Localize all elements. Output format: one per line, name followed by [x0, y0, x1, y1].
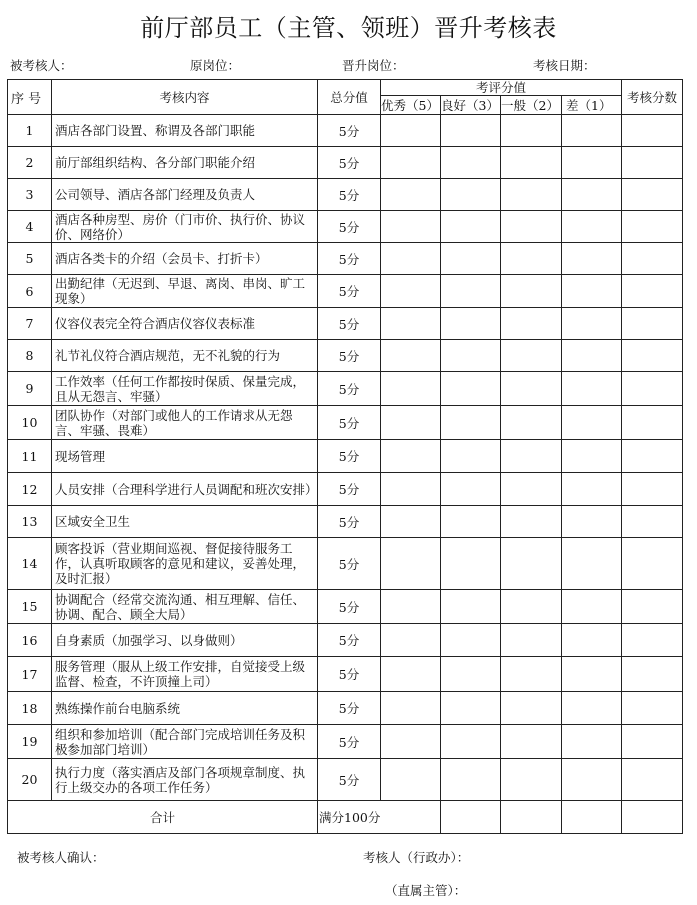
grade-good-cell[interactable]	[441, 179, 501, 211]
grade-excellent-cell[interactable]	[381, 624, 441, 657]
table-row	[8, 725, 683, 759]
row-total: 5分	[318, 179, 381, 211]
assessment-table	[7, 79, 683, 834]
row-number: 9	[8, 372, 52, 406]
score-cell[interactable]	[622, 308, 683, 340]
grade-excellent-cell[interactable]	[381, 340, 441, 372]
grade-excellent-cell[interactable]	[381, 759, 441, 801]
row-number: 5	[8, 243, 52, 275]
row-content: 区域安全卫生	[52, 506, 318, 538]
grade-poor-cell[interactable]	[562, 372, 622, 406]
table-row	[8, 179, 683, 211]
row-content: 酒店各种房型、房价（门市价、执行价、协议价、网络价）	[52, 211, 318, 243]
row-total: 5分	[318, 759, 381, 801]
grade-poor-cell[interactable]	[562, 147, 622, 179]
row-number: 11	[8, 440, 52, 473]
grade-poor-cell[interactable]	[562, 506, 622, 538]
grade-poor-cell[interactable]	[562, 692, 622, 725]
grade-average-cell[interactable]	[501, 473, 562, 506]
table-row	[8, 538, 683, 590]
grade-average-cell[interactable]	[501, 692, 562, 725]
grade-excellent-cell[interactable]	[381, 725, 441, 759]
grade-excellent-cell[interactable]	[381, 590, 441, 624]
row-number: 12	[8, 473, 52, 506]
examinee-confirm-label: 被考核人确认：	[17, 850, 105, 865]
row-number: 4	[8, 211, 52, 243]
examiner-supervisor-label: （直属主管）：	[385, 883, 467, 898]
score-cell[interactable]	[622, 440, 683, 473]
row-number: 15	[8, 590, 52, 624]
total-score-cell[interactable]	[622, 801, 683, 834]
row-total: 5分	[318, 115, 381, 147]
grade-good-cell[interactable]	[441, 147, 501, 179]
grade-good-cell[interactable]	[441, 506, 501, 538]
grade-excellent-cell[interactable]	[381, 406, 441, 440]
promotion-position-label: 晋升岗位：	[342, 58, 405, 73]
row-content: 团队协作（对部门或他人的工作请求从无怨言、牢骚、畏难）	[52, 406, 318, 440]
score-cell[interactable]	[622, 179, 683, 211]
grade-average-cell[interactable]	[501, 759, 562, 801]
grade-good-cell[interactable]	[441, 275, 501, 308]
grade-average-cell[interactable]	[501, 624, 562, 657]
header-grade-average: 一般（2）	[501, 96, 562, 115]
row-number: 16	[8, 624, 52, 657]
table-row	[8, 473, 683, 506]
grade-poor-cell[interactable]	[562, 308, 622, 340]
grade-excellent-cell[interactable]	[381, 308, 441, 340]
row-total: 5分	[318, 243, 381, 275]
row-total: 5分	[318, 275, 381, 308]
header-grade-group: 考评分值	[381, 80, 622, 96]
row-content: 公司领导、酒店各部门经理及负责人	[52, 179, 318, 211]
row-total: 5分	[318, 440, 381, 473]
grade-average-cell[interactable]	[501, 506, 562, 538]
grade-excellent-cell[interactable]	[381, 115, 441, 147]
grade-good-cell[interactable]	[441, 624, 501, 657]
table-row	[8, 243, 683, 275]
row-content: 酒店各部门设置、称谓及各部门职能	[52, 115, 318, 147]
table-row	[8, 275, 683, 308]
score-cell[interactable]	[622, 340, 683, 372]
header-grade-good: 良好（3）	[441, 96, 501, 115]
row-total: 5分	[318, 590, 381, 624]
grade-poor-cell[interactable]	[562, 275, 622, 308]
row-total: 5分	[318, 692, 381, 725]
grade-average-cell[interactable]	[501, 372, 562, 406]
assessment-date-label: 考核日期：	[533, 58, 596, 73]
row-content: 自身素质（加强学习、以身做则）	[52, 624, 318, 657]
grade-average-cell[interactable]	[501, 179, 562, 211]
grade-good-cell[interactable]	[441, 692, 501, 725]
row-total: 5分	[318, 725, 381, 759]
row-number: 14	[8, 538, 52, 590]
score-cell[interactable]	[622, 211, 683, 243]
grade-average-cell[interactable]	[501, 147, 562, 179]
grade-excellent-cell[interactable]	[381, 473, 441, 506]
row-total: 5分	[318, 538, 381, 590]
grade-good-cell[interactable]	[441, 759, 501, 801]
table-row	[8, 115, 683, 147]
header-grade-excellent: 优秀（5）	[381, 96, 441, 115]
row-number: 17	[8, 657, 52, 692]
table-row	[8, 211, 683, 243]
header-grade-poor: 差（1）	[562, 96, 622, 115]
examiner-admin-label: 考核人（行政办）：	[363, 850, 470, 865]
grade-excellent-cell[interactable]	[381, 372, 441, 406]
score-cell[interactable]	[622, 372, 683, 406]
grade-good-cell[interactable]	[441, 211, 501, 243]
row-content: 出勤纪律（无迟到、早退、离岗、串岗、旷工现象）	[52, 275, 318, 308]
row-content: 现场管理	[52, 440, 318, 473]
grade-excellent-cell[interactable]	[381, 179, 441, 211]
row-content: 工作效率（任何工作都按时保质、保量完成，且从无怨言、牢骚）	[52, 372, 318, 406]
total-excellent-cell[interactable]	[381, 801, 441, 834]
header-content: 考核内容	[52, 80, 318, 115]
row-total: 5分	[318, 147, 381, 179]
table-row	[8, 406, 683, 440]
row-number: 18	[8, 692, 52, 725]
grade-poor-cell[interactable]	[562, 657, 622, 692]
score-cell[interactable]	[622, 624, 683, 657]
row-total: 5分	[318, 473, 381, 506]
grade-average-cell[interactable]	[501, 115, 562, 147]
grade-excellent-cell[interactable]	[381, 657, 441, 692]
table-row	[8, 657, 683, 692]
score-cell[interactable]	[622, 243, 683, 275]
grade-average-cell[interactable]	[501, 590, 562, 624]
grade-poor-cell[interactable]	[562, 440, 622, 473]
total-average-cell[interactable]	[501, 801, 562, 834]
row-content: 熟练操作前台电脑系统	[52, 692, 318, 725]
grade-poor-cell[interactable]	[562, 211, 622, 243]
grade-average-cell[interactable]	[501, 406, 562, 440]
row-content: 服务管理（服从上级工作安排，自觉接受上级监督、检查，不许顶撞上司）	[52, 657, 318, 692]
grade-poor-cell[interactable]	[562, 538, 622, 590]
grade-excellent-cell[interactable]	[381, 243, 441, 275]
row-number: 7	[8, 308, 52, 340]
header-total: 总分值	[318, 80, 381, 115]
score-cell[interactable]	[622, 506, 683, 538]
row-total: 5分	[318, 372, 381, 406]
grade-excellent-cell[interactable]	[381, 506, 441, 538]
grade-excellent-cell[interactable]	[381, 275, 441, 308]
row-number: 10	[8, 406, 52, 440]
score-cell[interactable]	[622, 657, 683, 692]
row-total: 5分	[318, 211, 381, 243]
row-content: 礼节礼仪符合酒店规范，无不礼貌的行为	[52, 340, 318, 372]
grade-poor-cell[interactable]	[562, 115, 622, 147]
score-cell[interactable]	[622, 473, 683, 506]
grade-excellent-cell[interactable]	[381, 692, 441, 725]
grade-poor-cell[interactable]	[562, 590, 622, 624]
grade-poor-cell[interactable]	[562, 243, 622, 275]
grade-excellent-cell[interactable]	[381, 211, 441, 243]
grade-good-cell[interactable]	[441, 406, 501, 440]
grade-good-cell[interactable]	[441, 590, 501, 624]
row-content: 执行力度（落实酒店及部门各项规章制度、执行上级交办的各项工作任务）	[52, 759, 318, 801]
grade-good-cell[interactable]	[441, 340, 501, 372]
row-number: 8	[8, 340, 52, 372]
grade-average-cell[interactable]	[501, 440, 562, 473]
row-number: 3	[8, 179, 52, 211]
table-row	[8, 147, 683, 179]
row-content: 仪容仪表完全符合酒店仪容仪表标准	[52, 308, 318, 340]
grade-good-cell[interactable]	[441, 725, 501, 759]
grade-poor-cell[interactable]	[562, 759, 622, 801]
row-content: 前厅部组织结构、各分部门职能介绍	[52, 147, 318, 179]
row-total: 5分	[318, 624, 381, 657]
grade-poor-cell[interactable]	[562, 624, 622, 657]
row-total: 5分	[318, 506, 381, 538]
table-row	[8, 506, 683, 538]
table-row	[8, 340, 683, 372]
grade-excellent-cell[interactable]	[381, 440, 441, 473]
table-row	[8, 692, 683, 725]
total-good-cell[interactable]	[441, 801, 501, 834]
grade-poor-cell[interactable]	[562, 725, 622, 759]
examinee-label: 被考核人：	[10, 58, 73, 73]
score-cell[interactable]	[622, 692, 683, 725]
score-cell[interactable]	[622, 759, 683, 801]
score-cell[interactable]	[622, 275, 683, 308]
score-cell[interactable]	[622, 147, 683, 179]
row-content: 顾客投诉（营业期间巡视、督促接待服务工作，认真听取顾客的意见和建议，妥善处理，及时汇报）	[52, 538, 318, 590]
row-number: 20	[8, 759, 52, 801]
score-cell[interactable]	[622, 590, 683, 624]
row-number: 13	[8, 506, 52, 538]
table-row	[8, 440, 683, 473]
score-cell[interactable]	[622, 406, 683, 440]
grade-excellent-cell[interactable]	[381, 147, 441, 179]
grade-good-cell[interactable]	[441, 473, 501, 506]
header-seq: 序 号	[8, 80, 52, 115]
grade-average-cell[interactable]	[501, 725, 562, 759]
row-number: 2	[8, 147, 52, 179]
grade-good-cell[interactable]	[441, 372, 501, 406]
score-cell[interactable]	[622, 725, 683, 759]
row-content: 协调配合（经常交流沟通、相互理解、信任、协调、配合、顾全大局）	[52, 590, 318, 624]
total-poor-cell[interactable]	[562, 801, 622, 834]
table-row	[8, 624, 683, 657]
row-total: 5分	[318, 340, 381, 372]
table-row	[8, 759, 683, 801]
grade-poor-cell[interactable]	[562, 340, 622, 372]
grade-average-cell[interactable]	[501, 275, 562, 308]
grade-good-cell[interactable]	[441, 538, 501, 590]
grade-poor-cell[interactable]	[562, 179, 622, 211]
grade-average-cell[interactable]	[501, 340, 562, 372]
grade-average-cell[interactable]	[501, 657, 562, 692]
row-content: 酒店各类卡的介绍（会员卡、打折卡）	[52, 243, 318, 275]
row-total: 5分	[318, 308, 381, 340]
grade-excellent-cell[interactable]	[381, 538, 441, 590]
score-cell[interactable]	[622, 538, 683, 590]
table-row	[8, 372, 683, 406]
total-row-value: 满分100分	[318, 801, 381, 834]
row-content: 人员安排（合理科学进行人员调配和班次安排）	[52, 473, 318, 506]
grade-average-cell[interactable]	[501, 538, 562, 590]
grade-good-cell[interactable]	[441, 440, 501, 473]
row-number: 19	[8, 725, 52, 759]
table-row	[8, 308, 683, 340]
row-number: 1	[8, 115, 52, 147]
grade-poor-cell[interactable]	[562, 406, 622, 440]
score-cell[interactable]	[622, 115, 683, 147]
grade-good-cell[interactable]	[441, 657, 501, 692]
grade-average-cell[interactable]	[501, 211, 562, 243]
table-row	[8, 590, 683, 624]
row-content: 组织和参加培训（配合部门完成培训任务及积极参加部门培训）	[52, 725, 318, 759]
original-position-label: 原岗位：	[190, 58, 241, 73]
row-total: 5分	[318, 406, 381, 440]
grade-average-cell[interactable]	[501, 243, 562, 275]
header-score: 考核分数	[622, 80, 683, 115]
row-total: 5分	[318, 657, 381, 692]
grade-good-cell[interactable]	[441, 243, 501, 275]
form-title: 前厅部员工（主管、领班）晋升考核表	[140, 14, 557, 42]
grade-good-cell[interactable]	[441, 115, 501, 147]
grade-poor-cell[interactable]	[562, 473, 622, 506]
grade-good-cell[interactable]	[441, 308, 501, 340]
row-number: 6	[8, 275, 52, 308]
total-row-label: 合计	[8, 801, 318, 834]
grade-average-cell[interactable]	[501, 308, 562, 340]
